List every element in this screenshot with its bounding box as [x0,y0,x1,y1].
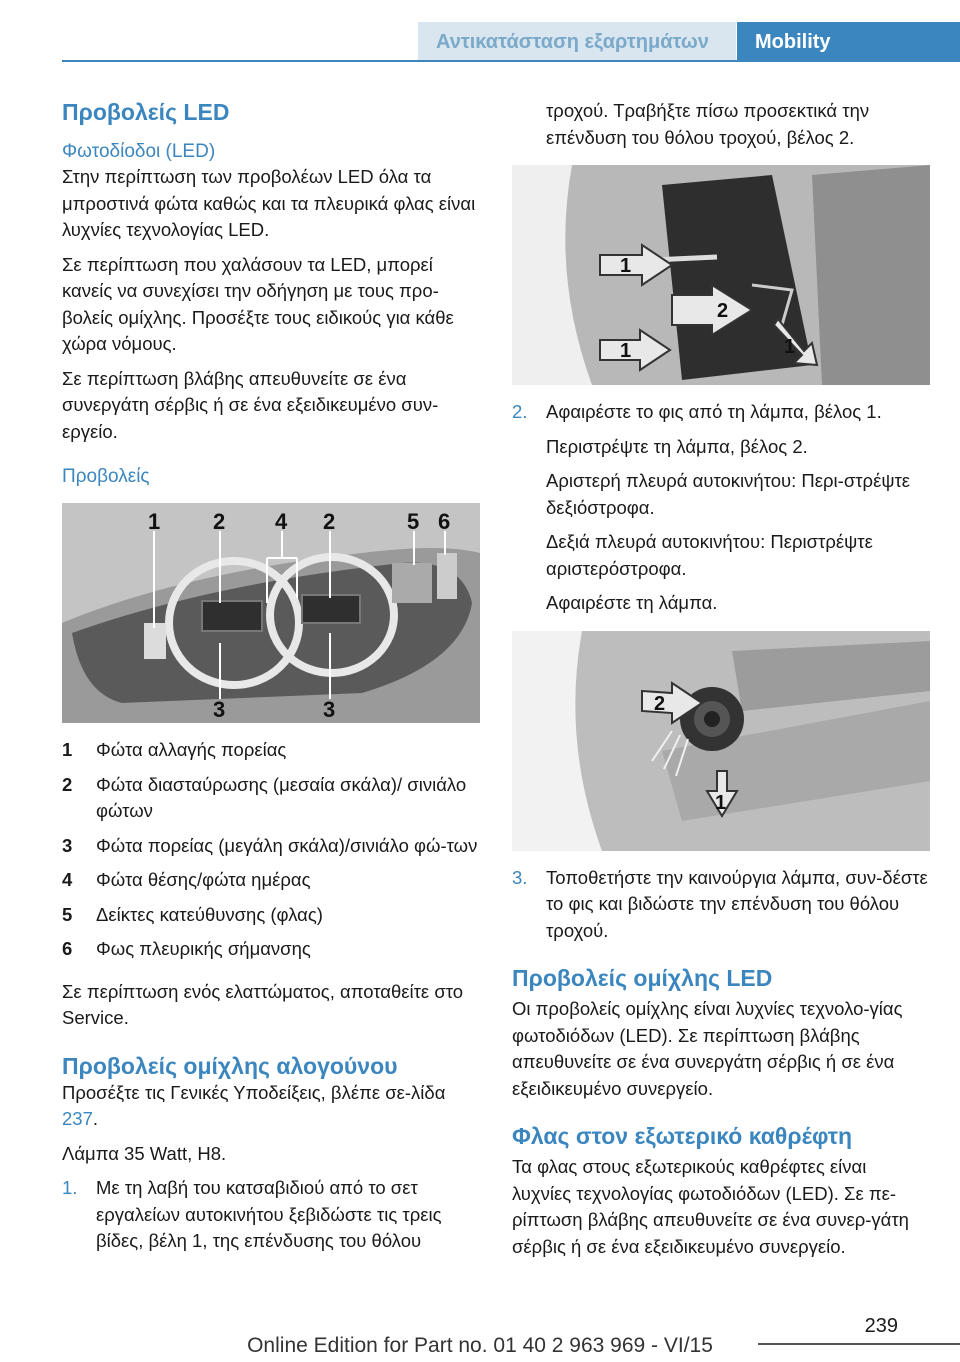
page-reference-link[interactable]: 237 [62,1108,93,1129]
step1-continuation: τροχού. Τραβήξτε πίσω προσεκτικά την επένδυση του θόλου τροχού, βέλος 2. [546,100,870,148]
left-column [62,98,480,1255]
wheel-arch-figure [512,165,930,385]
headlight-illustration [62,503,480,723]
legend-item: 5 Δείκτες κατεύθυνσης (φλας) [62,903,323,925]
figure-label: 3 [213,697,226,722]
page-header [0,0,960,62]
legend-item: 6 Φως πλευρικής σήμανσης [62,938,311,959]
fog-lamp-illustration [512,631,930,851]
legend-item: 4 Φώτα θέσης/φώτα ημέρας [62,869,311,890]
figure-label: 2 [717,300,729,322]
headlight-legend [62,737,480,963]
figure-label: 1 [715,791,727,814]
header-chapter-tab: Mobility [737,22,960,62]
subheading-leds: Φωτοδίοδοι (LED) [62,141,216,162]
figure-label: 3 [323,697,336,722]
steps-list-continued [512,399,930,617]
headlight-figure [62,503,480,723]
paragraph-led-intro: Στην περίπτωση των προβολέων LED όλα τα μπροστινά φώτα καθώς και τα πλευρικά φλας είναι λυχνίες τεχνολογίας LED. [62,166,476,240]
step-item: 3. Τοποθετήστε την καινούργια λάμπα, συν-δέστε το φις και βιδώστε την επένδυση του θόλου τροχού. [512,866,928,941]
paragraph-mirror-indicator: Τα φλας στους εξωτερικούς καθρέφτες είναι λυχνίες τεχνολογίας φωτοδιόδων (LED). Σε πε-ρίπτωση βλάβης απευθυνείτε σε ένα συνερ-γάτη σέρβις ή σε ένα εξειδικευμένο συνεργείο. [512,1156,909,1257]
figure-label: 6 [438,509,451,534]
figure-label: 2 [323,509,336,534]
fog-lamp-figure [512,631,930,851]
steps-list-final [512,865,930,945]
edition-note: Online Edition for Part no. 01 40 2 963 969 - VI/15 [247,1334,713,1357]
heading-led-headlights: Προβολείς LED [62,99,230,125]
paragraph-bulb-spec: Λάμπα 35 Watt, H8. [62,1142,227,1164]
figure-label: 2 [213,509,226,534]
steps-list-start [62,1175,480,1255]
figure-label: 5 [407,509,420,534]
figure-label: 1 [620,340,632,362]
legend-item: 1 Φώτα αλλαγής πορείας [62,739,287,760]
figure-label: 1 [148,509,161,534]
legend-item: 2 Φώτα διασταύρωσης (μεσαία σκάλα)/ σινιάλο φώτων [62,773,467,821]
heading-halogen-fog: Προβολείς ομίχλης αλογούνου [62,1052,398,1079]
step-item: 1. Με τη λαβή του κατσαβιδιού από το σετ εργαλείων αυτοκινήτου ξεβιδώστε τις τρεις βίδες, βέλη 1, της επένδυσης του θόλου [62,1177,442,1251]
figure-label: 2 [654,692,666,715]
figure-label: 1 [784,336,796,358]
paragraph-general-notes: Προσέξτε τις Γενικές Υποδείξεις, βλέπε σε-λίδα 237. [62,1081,446,1129]
paragraph-defect: Σε περίπτωση ενός ελαττώματος, αποταθείτε στο Service. [62,980,464,1028]
header-divider [62,60,960,62]
page-number: 239 [864,1315,898,1337]
right-column [512,98,930,1260]
page-footer [0,1300,960,1362]
header-section-title: Αντικατάσταση εξαρτημάτων [418,22,736,62]
heading-led-fog: Προβολείς ομίχλης LED [512,965,773,991]
figure-label: 4 [275,509,288,534]
paragraph-led-fog: Οι προβολείς ομίχλης είναι λυχνίες τεχνολο-γίας φωτοδιόδων (LED). Σε περίπτωση βλάβης απευθυνείτε σε ένα συνεργάτη σέρβις ή σε ένα εξειδικευμένο συνεργείο. [512,998,903,1099]
figure-label: 1 [620,255,632,277]
step-item: 2. Αφαιρέστε το φις από τη λάμπα, βέλος 1. Περιστρέψτε τη λάμπα, βέλος 2. Αριστερή πλευρά αυτοκινήτου: Περι-στρέψτε δεξιόστροφα. Δεξιά πλευρά αυτοκινήτου: Περιστρέψτε αριστερόστροφα. Αφαιρέστε τη λάμπα. [512,401,911,613]
legend-item: 3 Φώτα πορείας (μεγάλη σκάλα)/σινιάλο φώ-των [62,834,478,856]
wheel-arch-illustration [512,165,930,385]
paragraph-led-service: Σε περίπτωση βλάβης απευθυνείτε σε ένα συνεργάτη σέρβις ή σε ένα εξειδικευμένο συν-εργείο. [62,367,439,442]
heading-mirror-indicator: Φλας στον εξωτερικό καθρέφτη [512,1123,853,1149]
paragraph-led-failure: Σε περίπτωση που χαλάσουν τα LED, μπορεί κανείς να συνεχίσει την οδήγηση με τους προ-βολείς ομίχλης. Προσέξτε τους ειδικούς για κάθε χώρα νόμους. [62,253,454,354]
subheading-headlights: Προβολείς [62,466,150,487]
